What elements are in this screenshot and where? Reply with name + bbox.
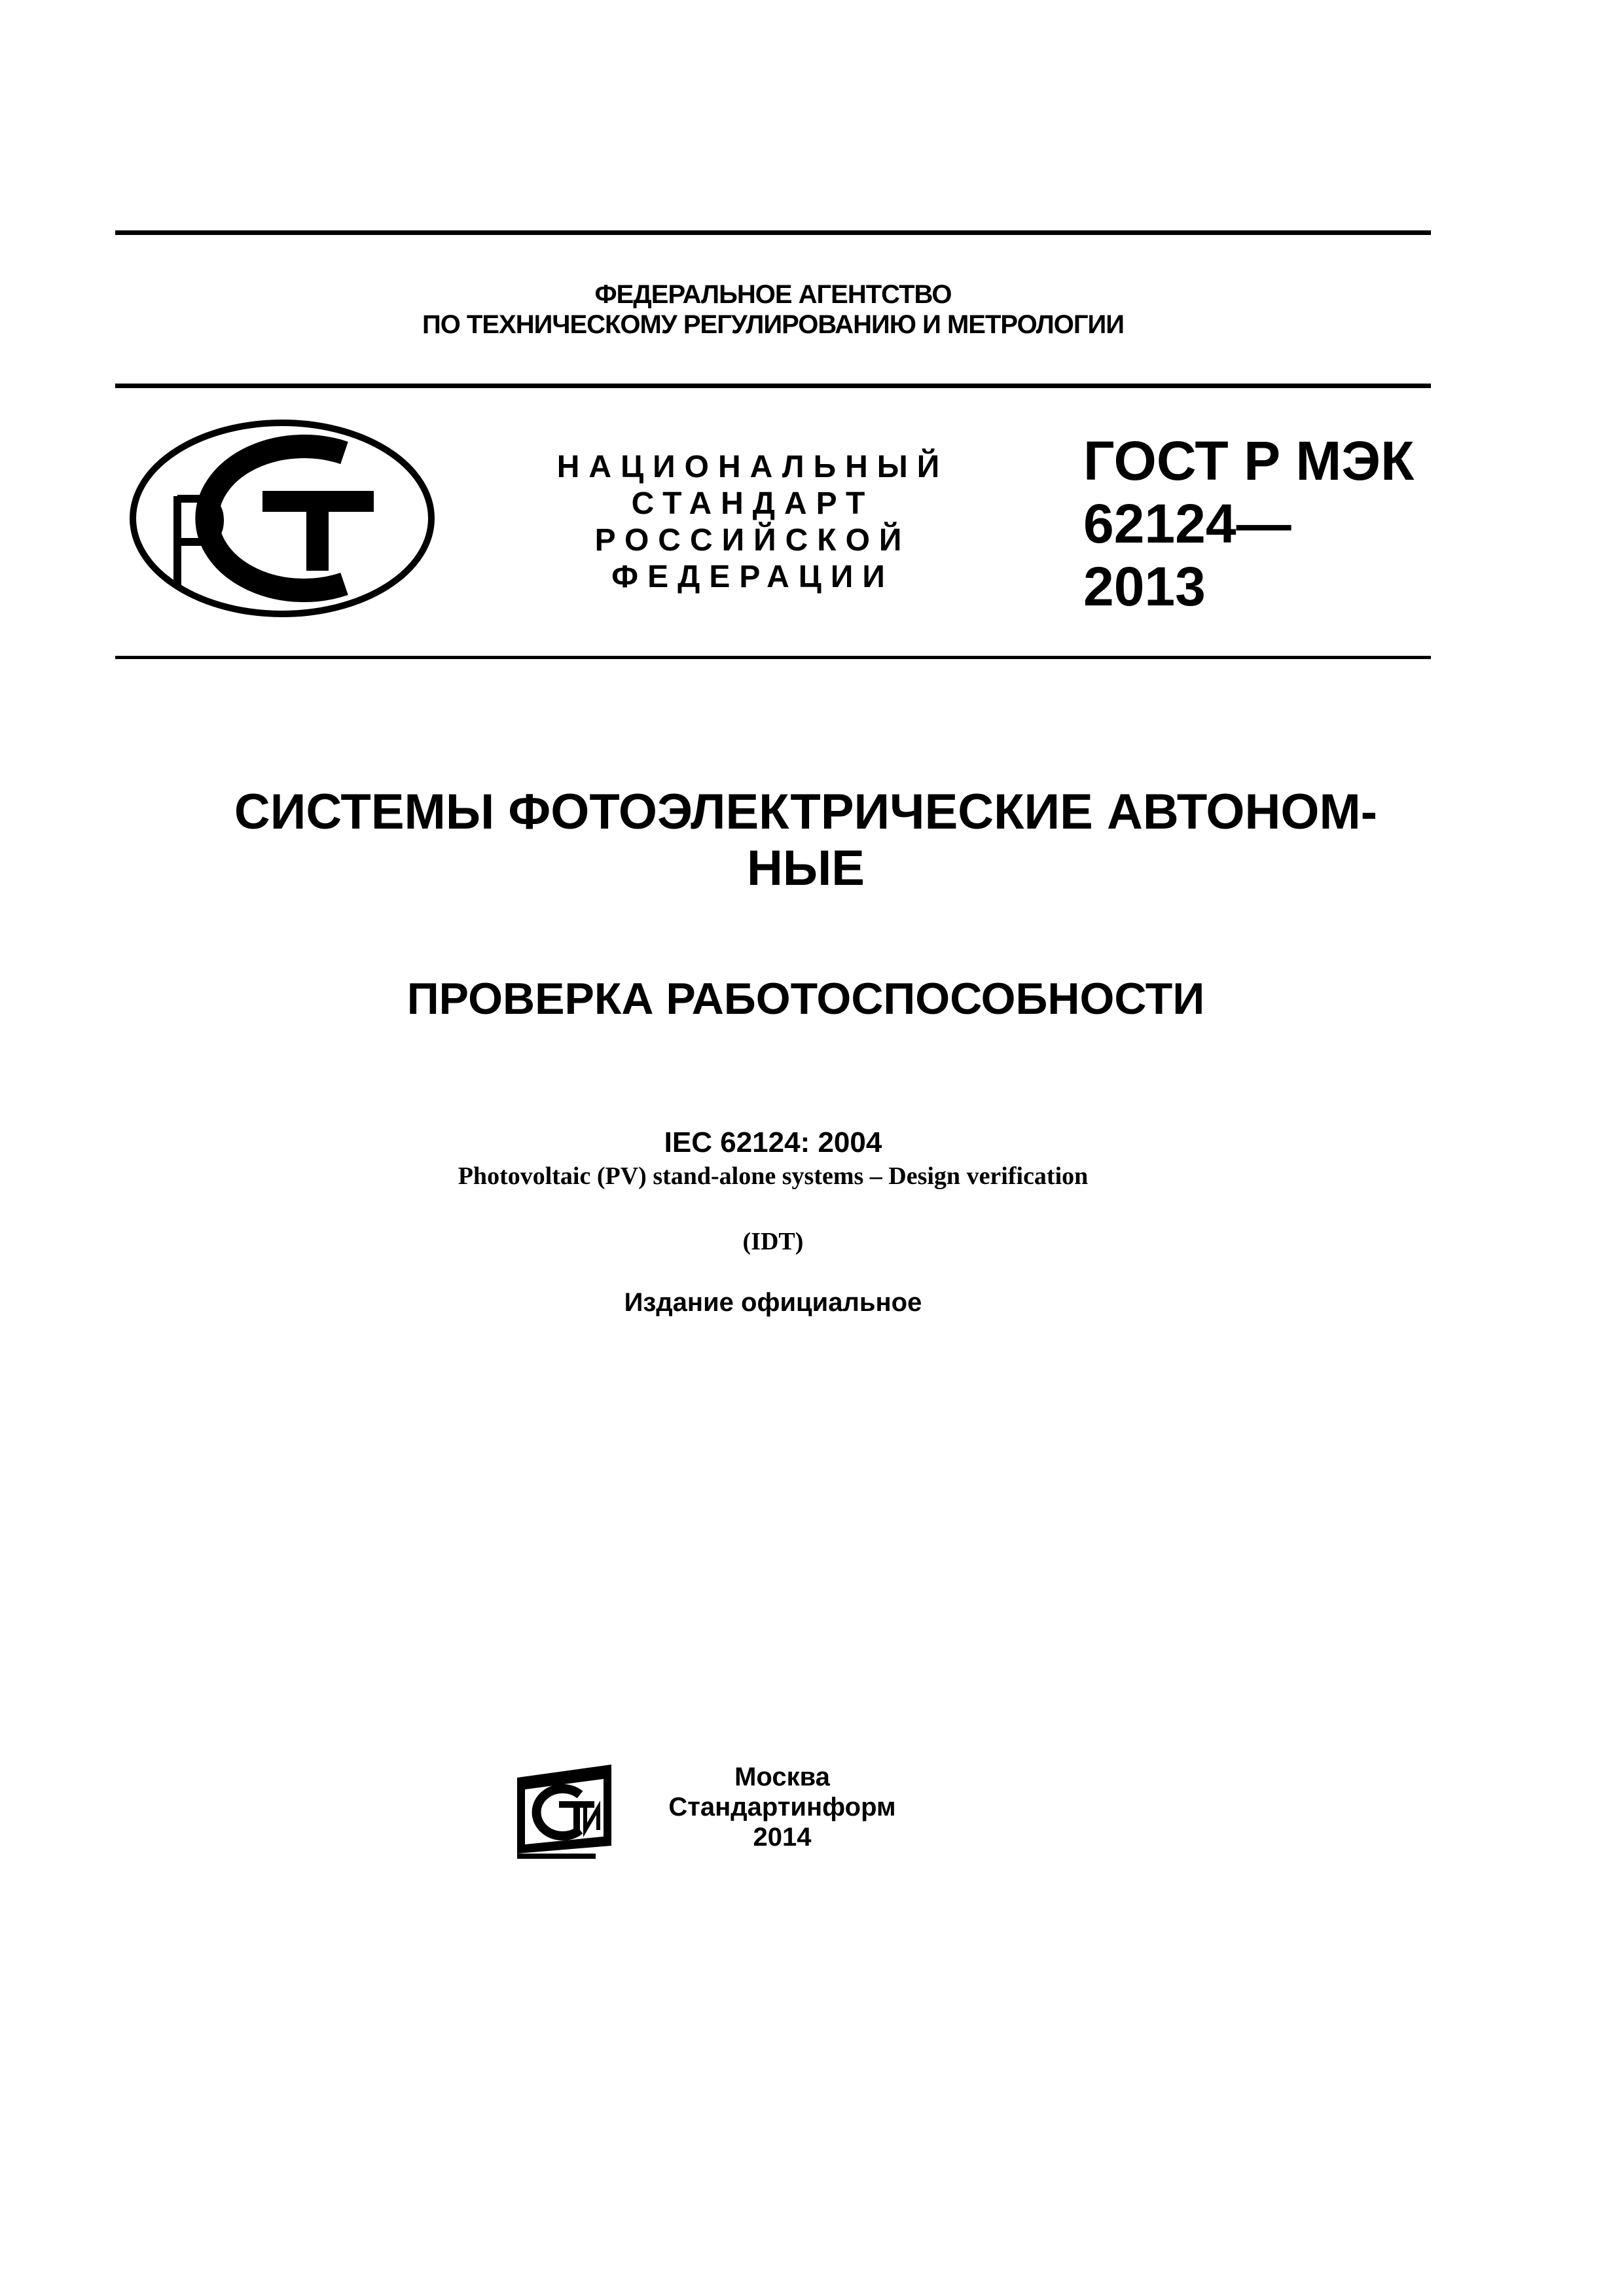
- document-subtitle: ПРОВЕРКА РАБОТОСПОСОБНОСТИ: [406, 974, 1205, 1024]
- publication-year: 2014: [753, 1823, 812, 1852]
- standard-line-2: СТАНДАРТ: [631, 486, 875, 521]
- designation-line-3: 2013: [1083, 556, 1206, 617]
- source-standard-code: IEC 62124: 2004: [664, 1126, 882, 1158]
- agency-line-2: ПО ТЕХНИЧЕСКОМУ РЕГУЛИРОВАНИЮ И МЕТРОЛОГИИ: [422, 310, 1125, 339]
- header-rule: [115, 384, 1431, 388]
- header-bottom-rule: [115, 656, 1431, 659]
- document-title-line-1: СИСТЕМЫ ФОТОЭЛЕКТРИЧЕСКИЕ АВТОНОМ-: [234, 784, 1378, 840]
- equivalence-degree: (IDT): [742, 1228, 804, 1255]
- designation-line-1: ГОСТ Р МЭК: [1083, 430, 1415, 492]
- publisher-name: Стандартинформ: [668, 1793, 896, 1821]
- standard-line-3: РОССИЙСКОЙ: [594, 523, 911, 558]
- standard-line-4: ФЕДЕРАЦИИ: [611, 560, 894, 594]
- source-standard-title: Photovoltaic (PV) stand-alone systems – Design verification: [458, 1162, 1089, 1190]
- gost-r-logo-icon: [128, 419, 436, 619]
- standartinform-logo-icon: [514, 1762, 619, 1860]
- document-title-line-2: НЫЕ: [747, 840, 865, 896]
- publisher-city: Москва: [734, 1763, 830, 1791]
- standard-line-1: НАЦИОНАЛЬНЫЙ: [556, 450, 949, 484]
- edition-label: Издание официальное: [624, 1288, 922, 1317]
- agency-line-1: ФЕДЕРАЛЬНОЕ АГЕНТСТВО: [594, 280, 952, 309]
- top-rule: [115, 230, 1431, 235]
- designation-line-2: 62124—: [1083, 493, 1291, 554]
